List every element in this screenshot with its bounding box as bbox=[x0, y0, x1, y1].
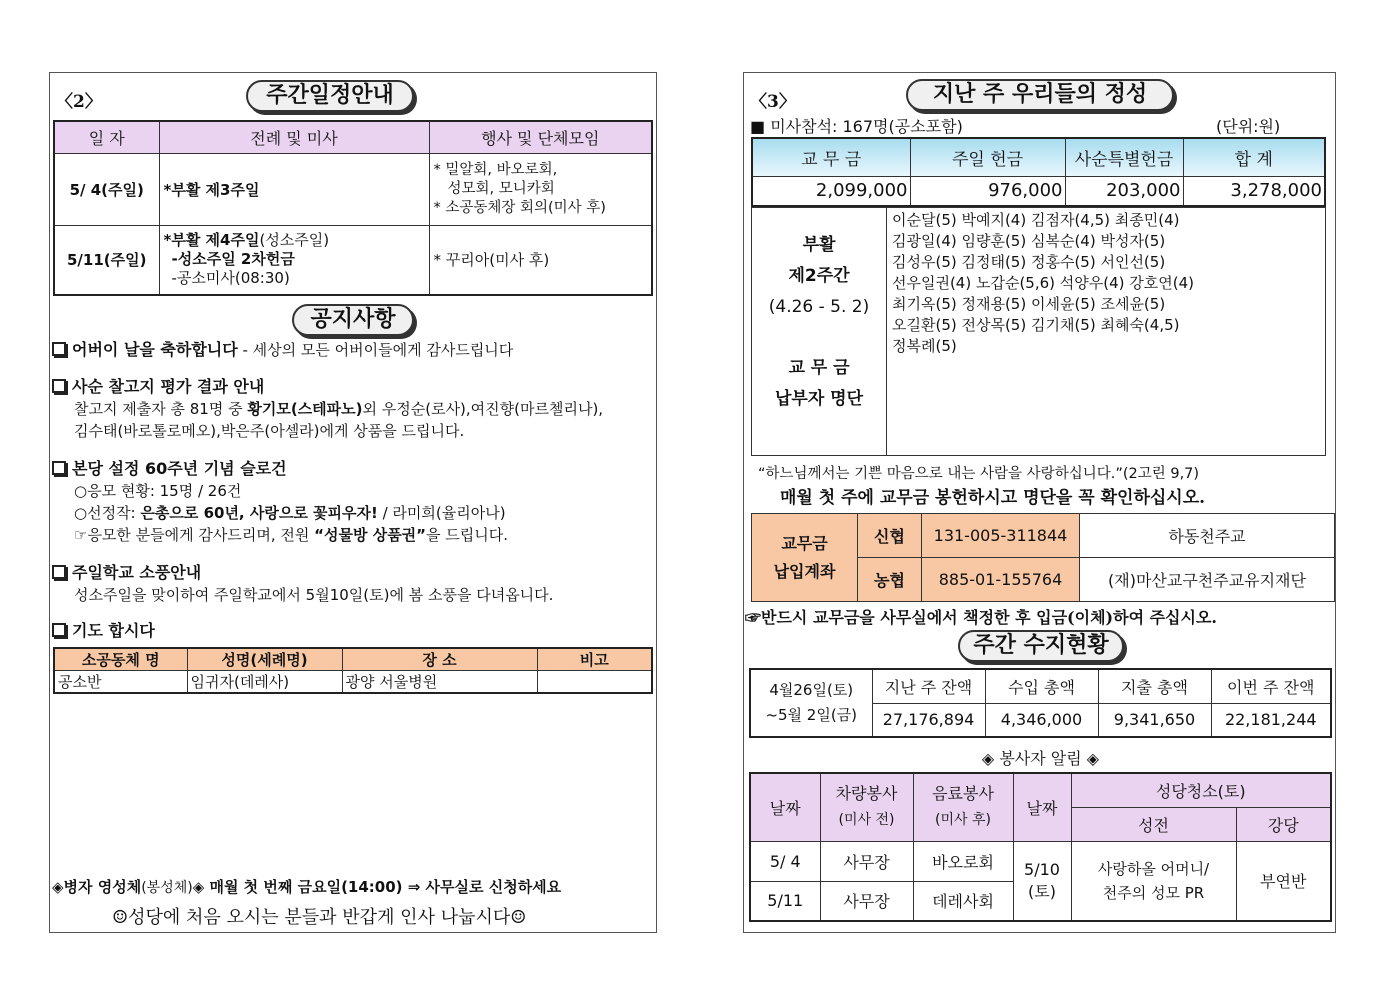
table-row bbox=[54, 153, 652, 225]
right-page bbox=[743, 72, 1336, 933]
table-cell: 사무장 bbox=[820, 841, 913, 881]
table-header: 이번 주 잔액 bbox=[1211, 669, 1331, 703]
table-header: 교 무 금 bbox=[752, 138, 910, 176]
list-item: 최기옥(5) 정재용(5) 이세윤(5) 조세윤(5) bbox=[892, 295, 1166, 313]
table-header: 장 소 bbox=[342, 648, 537, 671]
volunteer-table bbox=[749, 772, 1332, 922]
label-line: (4.26 - 5. 2) bbox=[768, 297, 870, 317]
contributors-list bbox=[887, 208, 1326, 456]
notice-text: ○응모 현황: 15명 / 26건 bbox=[74, 482, 242, 500]
page-number: 〈3〉 bbox=[750, 92, 796, 112]
cleaning-date bbox=[1013, 841, 1071, 921]
date-line: (토) bbox=[1028, 881, 1056, 901]
table-cell: 9,341,650 bbox=[1098, 703, 1211, 737]
notice-picnic bbox=[52, 562, 553, 606]
event-line: * 밀알회, 바오로회, bbox=[433, 161, 558, 178]
cleaning-hall: 부연반 bbox=[1236, 841, 1331, 921]
header-line: 음료봉사 bbox=[932, 784, 994, 804]
account-holder: (재)마산교구천주교유지재단 bbox=[1080, 558, 1335, 602]
table-header: 주일 헌금 bbox=[910, 138, 1065, 176]
notice-slogan bbox=[52, 458, 508, 546]
list-item: 선우일권(4) 노갑순(5,6) 석양우(4) 강호연(4) bbox=[892, 274, 1194, 292]
table-cell: 바오로회 bbox=[913, 841, 1013, 881]
volunteer-title: ◈ 봉사자 알림 ◈ bbox=[981, 749, 1100, 768]
table-header: 합 계 bbox=[1183, 138, 1325, 176]
table-row bbox=[752, 208, 1326, 456]
footer-bold: ◈ 매월 첫 번째 금요일(14:00) ⇒ 사무실로 신청하세요 bbox=[192, 878, 562, 896]
notice-mothers-day bbox=[52, 339, 513, 361]
table-cell: 22,181,244 bbox=[1211, 703, 1331, 737]
offering-table bbox=[751, 137, 1326, 207]
contributors-label bbox=[752, 208, 887, 456]
schedule-date: 5/11(주일) bbox=[54, 225, 159, 295]
account-label bbox=[752, 514, 858, 602]
table-cell: 데레사회 bbox=[913, 881, 1013, 921]
label-line: 납부자 명단 bbox=[774, 389, 864, 409]
table-header: 일 자 bbox=[54, 121, 159, 153]
table-cell: 3,278,000 bbox=[1183, 176, 1325, 206]
list-item: 정복례(5) bbox=[892, 337, 957, 355]
schedule-table bbox=[53, 120, 653, 296]
table-cell: 5/ 4 bbox=[750, 841, 820, 881]
header-sub: (미사 전) bbox=[838, 812, 895, 829]
account-note: ☞반드시 교무금을 사무실에서 책정한 후 입금(이체)하여 주십시오. bbox=[745, 608, 1217, 627]
scripture-quote: “하느님께서는 기쁜 마음으로 내는 사람을 사랑하십니다.”(2고린 9,7) bbox=[758, 466, 1200, 482]
left-page bbox=[49, 72, 657, 933]
table-header-row bbox=[750, 773, 1331, 807]
table-cell: 사무장 bbox=[820, 881, 913, 921]
account-table bbox=[751, 513, 1335, 602]
attendance: ■ 미사참석: 167명(공소포함) bbox=[750, 117, 963, 136]
table-cell bbox=[537, 671, 652, 694]
table-cell: 203,000 bbox=[1065, 176, 1183, 206]
list-item: 오길환(5) 전상목(5) 김기채(5) 최혜숙(4,5) bbox=[892, 316, 1180, 334]
liturgy-line: -공소미사(08:30) bbox=[171, 269, 290, 288]
table-header: 강당 bbox=[1236, 807, 1331, 841]
table-cell: 공소반 bbox=[54, 671, 187, 694]
account-holder: 하동천주교 bbox=[1080, 514, 1335, 558]
notice-text: 외 우정순(로사),여진향(마르첼리나), bbox=[362, 400, 604, 418]
table-header: 성명(세례명) bbox=[187, 648, 342, 671]
schedule-date: 5/ 4(주일) bbox=[54, 153, 159, 225]
table-header: 소공동체 명 bbox=[54, 648, 187, 671]
table-header: 행사 및 단체모임 bbox=[429, 121, 652, 153]
liturgy-line: -성소주일 2차헌금 bbox=[171, 250, 295, 269]
table-header-row bbox=[54, 121, 652, 153]
account-number: 885-01-155764 bbox=[922, 558, 1080, 602]
label-line: 부활 bbox=[802, 235, 836, 255]
list-item: 이순달(5) 박예지(4) 김점자(4,5) 최종민(4) bbox=[892, 211, 1180, 229]
cell-line: 천주의 성모 PR bbox=[1102, 883, 1205, 902]
label-line: 제2주간 bbox=[788, 266, 850, 286]
unit-label: (단위:원) bbox=[1216, 117, 1281, 136]
table-header: 사순특별헌금 bbox=[1065, 138, 1183, 176]
checkbox-icon bbox=[52, 342, 66, 356]
cell-line: 사랑하올 어머니/ bbox=[1097, 859, 1210, 878]
table-header-row bbox=[752, 138, 1325, 176]
sick-communion-notice bbox=[52, 876, 561, 897]
table-row bbox=[54, 671, 652, 694]
table-row bbox=[54, 225, 652, 295]
notice-heading: 어버이 날을 축하합니다 bbox=[72, 340, 238, 359]
notice-text: - 세상의 모든 어버이들에게 감사드립니다 bbox=[237, 341, 514, 359]
account-number: 131-005-311844 bbox=[922, 514, 1080, 558]
notice-text: ○선정작: bbox=[74, 504, 141, 522]
checkbox-icon bbox=[52, 379, 66, 393]
table-cell: 976,000 bbox=[910, 176, 1065, 206]
table-cell: 2,099,000 bbox=[752, 176, 910, 206]
date-line: 5/10 bbox=[1024, 859, 1060, 879]
table-header: 날짜 bbox=[1013, 773, 1071, 841]
notice-title: 공지사항 bbox=[292, 304, 414, 336]
schedule-liturgy: *부활 제3주일 bbox=[159, 153, 429, 225]
notice-text-bold: 황기모(스테파노) bbox=[247, 400, 363, 418]
prayer-table bbox=[53, 647, 653, 694]
notice-text: 성소주일을 맞이하여 주일학교에서 5월10일(토)에 봄 소풍을 다녀옵니다. bbox=[74, 586, 554, 604]
notice-text: 을 드립니다. bbox=[426, 526, 509, 544]
bank-name: 신협 bbox=[858, 514, 922, 558]
event-line: * 소공동체장 회의(미사 후) bbox=[433, 199, 606, 216]
notice-heading: 기도 합시다 bbox=[72, 621, 155, 640]
notice-text: 찰고지 제출자 총 81명 중 bbox=[74, 400, 248, 418]
notice-text: / 라미희(율리아나) bbox=[377, 504, 506, 522]
schedule-events: * 꾸리아(미사 후) bbox=[429, 225, 652, 295]
table-header: 전례 및 미사 bbox=[159, 121, 429, 153]
finance-period bbox=[750, 669, 872, 737]
table-cell: 임귀자(데레사) bbox=[187, 671, 342, 694]
page-title: 주간일정안내 bbox=[246, 80, 414, 112]
table-header-row bbox=[54, 648, 652, 671]
finance-title: 주간 수지현황 bbox=[958, 630, 1124, 662]
notice-text-bold: “성물방 상품권” bbox=[314, 526, 427, 544]
table-row bbox=[750, 669, 1331, 703]
table-cell: 광양 서울병원 bbox=[342, 671, 537, 694]
label-line: 교 무 금 bbox=[788, 358, 850, 378]
table-header: 성전 bbox=[1071, 807, 1236, 841]
table-header: 성당청소(토) bbox=[1071, 773, 1331, 807]
table-row bbox=[752, 176, 1325, 206]
schedule-events bbox=[429, 153, 652, 225]
table-cell: 27,176,894 bbox=[872, 703, 985, 737]
table-header: 지출 총액 bbox=[1098, 669, 1211, 703]
page-title: 지난 주 우리들의 정성 bbox=[906, 79, 1174, 111]
table-row bbox=[750, 841, 1331, 881]
schedule-liturgy bbox=[159, 225, 429, 295]
table-cell: 4,346,000 bbox=[985, 703, 1098, 737]
table-header bbox=[820, 773, 913, 841]
notice-text: ☞응모한 분들에게 감사드리며, 전원 bbox=[74, 526, 315, 544]
table-header: 비고 bbox=[537, 648, 652, 671]
finance-table bbox=[749, 668, 1332, 738]
table-header: 지난 주 잔액 bbox=[872, 669, 985, 703]
table-row bbox=[752, 514, 1335, 558]
header-line: 차량봉사 bbox=[835, 784, 898, 804]
checkbox-icon bbox=[52, 461, 66, 475]
table-cell: 5/11 bbox=[750, 881, 820, 921]
notice-heading: 사순 찰고지 평가 결과 안내 bbox=[72, 377, 265, 396]
table-header: 날짜 bbox=[750, 773, 820, 841]
notice-prayer bbox=[52, 620, 155, 642]
label-line: 납입계좌 bbox=[773, 561, 836, 581]
list-item: 김성우(5) 김정태(5) 정홍수(5) 서인선(5) bbox=[892, 253, 1166, 271]
table-header: 수입 총액 bbox=[985, 669, 1098, 703]
label-line: 교무금 bbox=[781, 533, 828, 553]
checkbox-icon bbox=[52, 623, 66, 637]
event-line: 성모회, 모니카회 bbox=[447, 180, 555, 197]
notice-heading: 주일학교 소풍안내 bbox=[72, 563, 202, 582]
footer-note: (봉성체) bbox=[141, 880, 193, 896]
liturgy-bold: *부활 제4주일 bbox=[163, 231, 260, 250]
contributors-table bbox=[751, 207, 1326, 456]
notice-text: 김수태(바로톨로메오),박은주(아셀라)에게 상품을 드립니다. bbox=[74, 422, 465, 440]
cleaning-sanctuary bbox=[1071, 841, 1236, 921]
page-number: 〈2〉 bbox=[56, 92, 102, 112]
checkbox-icon bbox=[52, 565, 66, 579]
bank-name: 농협 bbox=[858, 558, 922, 602]
table-header bbox=[913, 773, 1013, 841]
notice-text-bold: 은총으로 60년, 사랑으로 꽃피우자! bbox=[140, 504, 378, 522]
period-line: 4월26일(토) bbox=[769, 681, 854, 699]
notice-lent-results bbox=[52, 376, 603, 442]
list-item: 김광일(4) 임량훈(5) 심복순(4) 박성자(5) bbox=[892, 232, 1166, 250]
notice-heading: 본당 설정 60주년 기념 슬로건 bbox=[72, 459, 287, 478]
period-line: ~5월 2일(금) bbox=[765, 706, 858, 724]
header-sub: (미사 후) bbox=[935, 812, 991, 829]
liturgy-note: (성소주일) bbox=[259, 231, 330, 250]
welcome-message: ☺성당에 처음 오시는 분들과 반갑게 인사 나눕시다☺ bbox=[112, 907, 527, 928]
footer-bold: ◈병자 영성체 bbox=[52, 878, 142, 896]
offering-reminder: 매월 첫 주에 교무금 봉헌하시고 명단을 꼭 확인하십시오. bbox=[780, 488, 1206, 508]
